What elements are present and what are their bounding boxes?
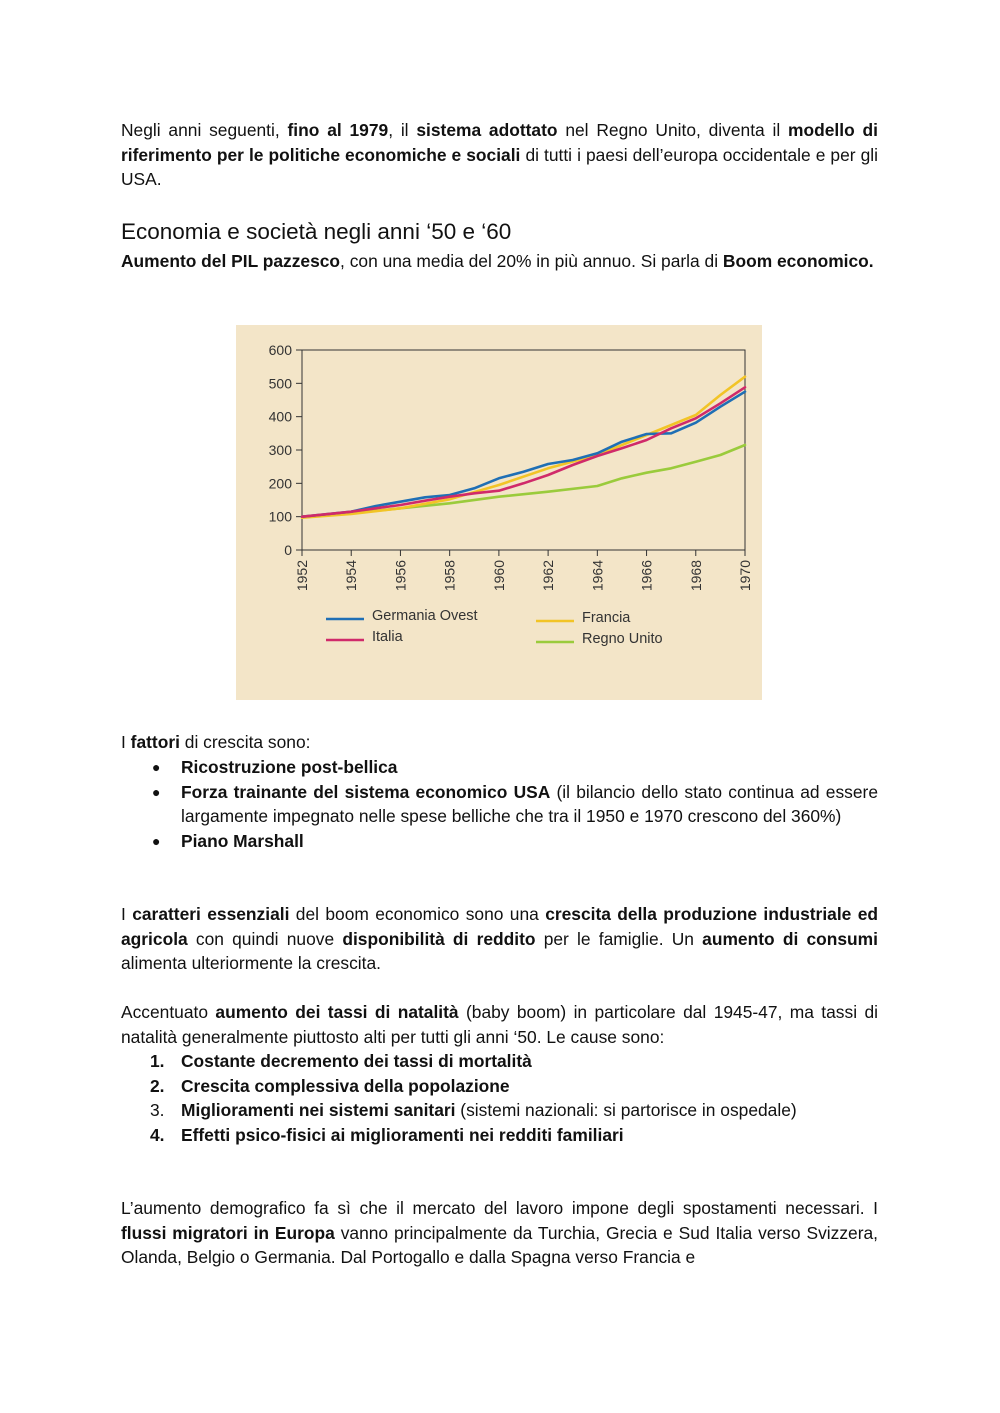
paragraph-boom-features: I caratteri essenziali del boom economico sono una crescita della produzione industriale ed agricola con quindi nuove disponibilità di reddito per le famiglie. Un aumento di consumi alimenta ulteriormente la crescita. — [121, 904, 878, 973]
series-line — [302, 445, 745, 517]
list-item: 1. Costante decremento dei tassi di mortalità — [121, 1049, 878, 1074]
legend-label: Germania Ovest — [372, 608, 478, 624]
plot-frame — [302, 350, 745, 550]
y-tick-label: 200 — [268, 475, 292, 492]
chart-svg — [236, 325, 762, 700]
paragraph-gdp-boom: Aumento del PIL pazzesco, con una media del 20% in più annuo. Si parla di Boom economico. — [121, 251, 874, 271]
x-tick-label: 1954 — [343, 560, 360, 592]
x-tick-label: 1968 — [687, 560, 704, 592]
y-tick-label: 400 — [268, 408, 292, 425]
list-item: 4. Effetti psico-fisici ai miglioramenti nei redditi familiari — [121, 1123, 878, 1148]
y-tick-label: 100 — [268, 508, 292, 525]
list-number: 3. — [150, 1100, 165, 1120]
paragraph-uk-model: Negli anni seguenti, fino al 1979, il sistema adottato nel Regno Unito, diventa il modello di riferimento per le politiche economiche e sociali di tutti i paesi dell’europa occidentale e per gli USA. — [121, 120, 879, 189]
y-tick-label: 300 — [268, 442, 292, 458]
list-item: 3. Miglioramenti nei sistemi sanitari (sistemi nazionali: si partorisce in ospedale) — [121, 1098, 878, 1123]
list-item: 2. Crescita complessiva della popolazione — [121, 1074, 878, 1099]
list-number: 4. — [150, 1124, 165, 1145]
x-tick-label: 1952 — [294, 560, 310, 592]
series-line — [302, 392, 745, 517]
causes-list — [121, 1049, 878, 1147]
x-tick-label: 1964 — [589, 560, 606, 592]
list-number: 1. — [150, 1051, 165, 1071]
list-number: 2. — [150, 1075, 165, 1096]
y-tick-label: 500 — [268, 375, 292, 392]
x-tick-label: 1962 — [540, 560, 557, 592]
factors-intro: I fattori di crescita sono: — [121, 732, 311, 752]
list-item: ● Ricostruzione post-bellica — [121, 755, 878, 780]
y-tick-label: 0 — [284, 542, 292, 558]
section-heading: Economia e società negli anni ‘50 e ‘60 — [121, 219, 512, 244]
bullet-marker: ● — [152, 783, 161, 800]
list-item: ● Forza trainante del sistema economico USA (il bilancio dello stato continua ad essere largamente impegnato nelle spese belliche che tra il 1950 e 1970 crescono del 360%) — [152, 781, 878, 826]
bullet-marker: ● — [152, 759, 161, 775]
bullet-marker: ● — [152, 832, 161, 849]
legend-label: Italia — [372, 629, 403, 645]
growth-factors-list — [121, 755, 878, 853]
gdp-line-chart — [236, 325, 762, 700]
legend-label: Francia — [582, 610, 631, 626]
x-tick-label: 1966 — [638, 560, 655, 592]
x-tick-label: 1956 — [392, 560, 409, 592]
list-item: ● Piano Marshall — [121, 829, 878, 854]
x-tick-label: 1958 — [441, 560, 458, 592]
paragraph-migration: L’aumento demografico fa sì che il mercato del lavoro impone degli spostamenti necessari. I flussi migratori in Europa vanno principalmente da Turchia, Grecia e Sud Italia verso Svizzera, Olanda, Belgio o Germania. Dal Portogallo e dalla Spagna verso Francia e — [121, 1198, 878, 1267]
x-tick-label: 1960 — [490, 560, 507, 592]
legend-label: Regno Unito — [582, 631, 663, 647]
paragraph-birth-rates: Accentuato aumento dei tassi di natalità (baby boom) in particolare dal 1945-47, ma tassi di natalità generalmente piuttosto alti per tutti gli anni ‘50. Le cause sono: — [121, 1002, 878, 1047]
series-line — [302, 387, 745, 516]
x-tick-label: 1970 — [737, 560, 753, 592]
series-line — [302, 377, 745, 518]
y-tick-label: 600 — [268, 342, 292, 358]
